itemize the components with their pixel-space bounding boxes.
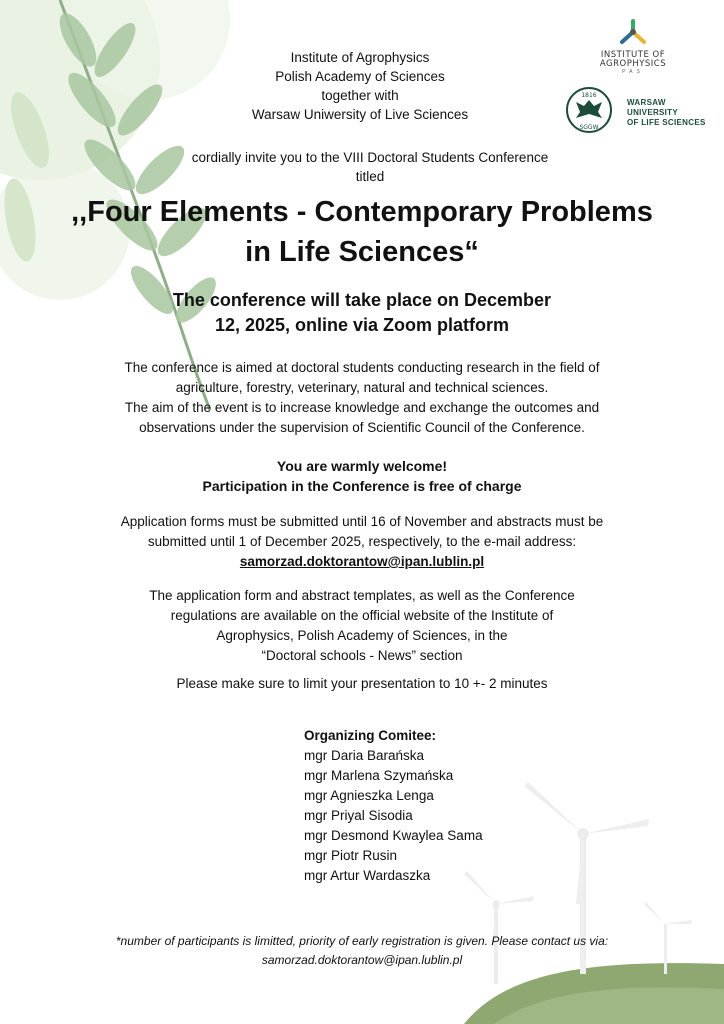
deadline-line: submitted until 1 of December 2025, respectively, to the e-mail address: xyxy=(147,534,577,549)
sggw-logo-line: UNIVERSITY xyxy=(627,108,679,117)
header-line: Warsaw Uniwersity of Live Sciences xyxy=(251,107,469,122)
invite-line: cordially invite you to the VIII Doctoral Students Conference xyxy=(191,150,549,165)
ipan-logo-sub: PAS xyxy=(622,69,644,75)
templates-line: “Doctoral schools - News” section xyxy=(261,648,463,663)
sggw-year: 1816 xyxy=(581,92,597,99)
aim-line: The conference is aimed at doctoral students conducting research in the field of xyxy=(124,360,600,375)
welcome-line: You are warmly welcome! xyxy=(276,458,448,474)
sggw-logo-line: OF LIFE SCIENCES xyxy=(627,118,706,127)
templates-info xyxy=(120,586,604,666)
committee-heading: Organizing Comitee: xyxy=(304,728,437,743)
organizers-header xyxy=(200,48,520,124)
ipan-logo-line: INSTITUTE OF xyxy=(600,50,666,60)
committee-member: mgr Agnieszka Lenga xyxy=(304,788,434,803)
committee-member: mgr Marlena Szymańska xyxy=(304,768,454,783)
aim-line: The aim of the event is to increase knowledge and exchange the outcomes and xyxy=(124,400,600,415)
committee-list xyxy=(304,746,564,886)
sggw-logo xyxy=(564,86,714,134)
sggw-seal-text: SGGW xyxy=(579,124,599,131)
aim-line: observations under the supervision of Scientific Council of the Conference. xyxy=(139,420,585,435)
institute-of-agrophysics-logo xyxy=(588,18,678,78)
header-line: Institute of Agrophysics xyxy=(290,50,430,65)
title-line: in Life Sciences“ xyxy=(245,236,479,268)
conference-aim xyxy=(60,358,664,438)
footnote-line: *number of participants is limitted, priority of early registration is given. Please contact us via: xyxy=(115,934,609,948)
presentation-time-limit: Please make sure to limit your presentation to 10 +- 2 minutes xyxy=(176,676,548,691)
committee-member: mgr Priyal Sisodia xyxy=(304,808,413,823)
contact-email-link[interactable]: samorzad.doktorantow@ipan.lublin.pl xyxy=(239,554,485,569)
header-line: together with xyxy=(321,88,399,103)
committee-member: mgr Artur Wardaszka xyxy=(304,868,431,883)
invitation-text xyxy=(140,148,600,186)
footnote-email: samorzad.doktorantow@ipan.lublin.pl xyxy=(261,953,463,967)
sggw-seal-icon xyxy=(564,86,614,134)
submission-deadlines xyxy=(40,512,684,572)
ipan-logo-line: AGROPHYSICS xyxy=(599,59,667,69)
footnote xyxy=(40,932,684,970)
aim-line: agriculture, forestry, veterinary, natural and technical sciences. xyxy=(175,380,549,395)
date-line: The conference will take place on December xyxy=(172,290,552,310)
templates-line: Agrophysics, Polish Academy of Sciences, in the xyxy=(216,628,508,643)
welcome-message xyxy=(120,456,604,496)
conference-title xyxy=(20,192,704,272)
date-line: 12, 2025, online via Zoom platform xyxy=(214,315,510,335)
committee-member: mgr Desmond Kwaylea Sama xyxy=(304,828,483,843)
header-line: Polish Academy of Sciences xyxy=(275,69,445,84)
deadline-line: Application forms must be submitted until 16 of November and abstracts must be xyxy=(120,514,604,529)
organizing-committee xyxy=(304,726,564,886)
title-line: ,,Four Elements - Contemporary Problems xyxy=(71,196,653,228)
conference-date-location xyxy=(130,288,594,338)
templates-line: The application form and abstract templates, as well as the Conference xyxy=(149,588,575,603)
sggw-logo-line: WARSAW xyxy=(627,98,666,107)
templates-line: regulations are available on the official website of the Institute of xyxy=(170,608,554,623)
committee-member: mgr Piotr Rusin xyxy=(304,848,398,863)
committee-member: mgr Daria Barańska xyxy=(304,748,425,763)
sggw-logo-text xyxy=(627,98,706,128)
welcome-line: Participation in the Conference is free of charge xyxy=(202,478,522,494)
ipan-emblem-icon xyxy=(616,18,650,46)
invite-line: titled xyxy=(355,169,385,184)
